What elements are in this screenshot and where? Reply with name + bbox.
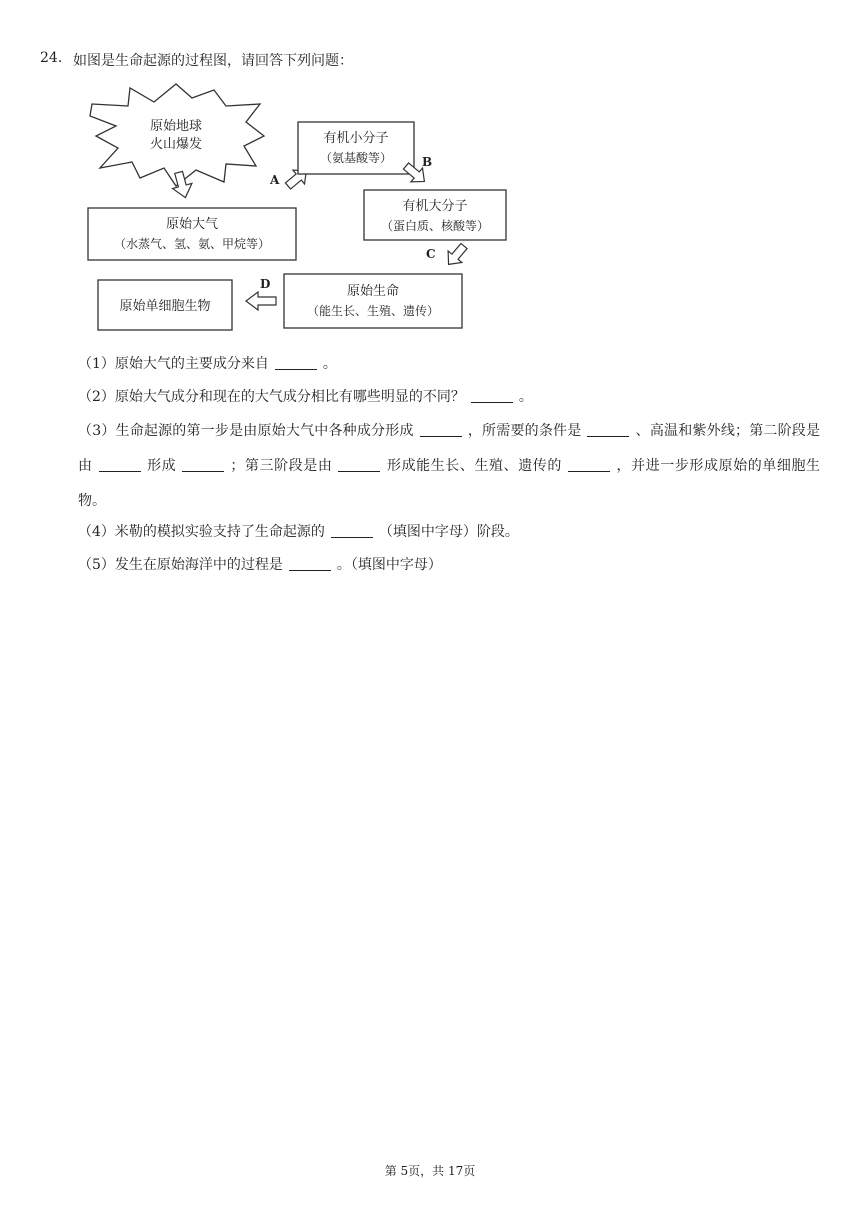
question-number: 24.: [40, 50, 63, 66]
page-footer: 第 5页，共 17页: [384, 1164, 476, 1178]
sub-question-1: [78, 347, 337, 381]
large-molecules-label-line1: 有机大分子: [402, 199, 468, 214]
volcano-starburst-shape: [90, 84, 264, 186]
answer-blank[interactable]: [471, 388, 513, 403]
answer-blank[interactable]: [420, 422, 462, 437]
sub-question-1-text: （1）原始大气的主要成分来自: [78, 356, 269, 372]
arrow-c-label: C: [426, 247, 436, 261]
small-molecules-label-line2: （氨基酸等）: [319, 151, 393, 165]
sub-question-2-text: （2）原始大气成分和现在的大气成分相比有哪些明显的不同？: [78, 389, 465, 405]
sub-question-3-text-e: ；第三阶段是由: [230, 458, 333, 474]
answer-blank[interactable]: [338, 457, 380, 472]
arrow-d-icon: [246, 292, 276, 310]
sub-question-2-end: 。: [518, 389, 533, 405]
arrow-b-label: B: [422, 155, 433, 169]
sub-question-5-end: 。（填图中字母）: [336, 557, 442, 573]
sub-question-4: [78, 515, 519, 549]
primitive-life-box: [284, 274, 462, 328]
arrow-a-label: A: [270, 173, 280, 187]
question-stem: 如图是生命起源的过程图，请回答下列问题：: [73, 53, 353, 69]
sub-question-3-text-d: 形成: [146, 458, 177, 474]
atmosphere-label-line1: 原始大气: [165, 217, 219, 232]
sub-question-5: [78, 548, 442, 582]
sub-question-3-text-a: （3）生命起源的第一步是由原始大气中各种成分形成: [78, 423, 414, 439]
small-molecules-label-line1: 有机小分子: [323, 131, 389, 146]
atmosphere-box: [88, 208, 296, 260]
answer-blank[interactable]: [182, 457, 224, 472]
volcano-label-line1: 原始地球: [149, 119, 203, 134]
answer-blank[interactable]: [275, 355, 317, 370]
volcano-label-line2: 火山爆发: [149, 137, 203, 152]
sub-question-3-text-b: ，所需要的条件是: [467, 423, 582, 439]
sub-question-3-text-f: 形成能生长、生殖、遗传的: [386, 458, 562, 474]
answer-blank[interactable]: [587, 422, 629, 437]
answer-blank[interactable]: [331, 523, 373, 538]
primitive-life-label-line2: （能生长、生殖、遗传）: [306, 304, 440, 318]
sub-question-3: [78, 414, 820, 519]
sub-question-1-end: 。: [322, 356, 337, 372]
unicellular-label: 原始单细胞生物: [119, 299, 211, 314]
sub-question-2: [78, 380, 533, 414]
sub-question-5-text: （5）发生在原始海洋中的过程是: [78, 557, 283, 573]
sub-question-3-text-g: ，并进一步形成原始的单细胞生物。: [78, 458, 821, 509]
sub-question-3-text-c: 、高温和紫外线；第二阶段是由: [78, 423, 821, 474]
answer-blank[interactable]: [289, 556, 331, 571]
answer-blank[interactable]: [99, 457, 141, 472]
sub-question-4-end: （填图中字母）阶段。: [378, 524, 519, 540]
arrow-d-label: D: [260, 277, 271, 291]
large-molecules-label-line2: （蛋白质、核酸等）: [380, 219, 490, 233]
primitive-life-label-line1: 原始生命: [346, 284, 400, 299]
life-origin-diagram: [80, 82, 520, 336]
arrow-c-icon: [442, 240, 471, 270]
answer-blank[interactable]: [568, 457, 610, 472]
sub-question-4-text: （4）米勒的模拟实验支持了生命起源的: [78, 524, 325, 540]
atmosphere-label-line2: （水蒸气、氢、氨、甲烷等）: [113, 237, 271, 251]
small-molecules-box: [298, 122, 414, 174]
